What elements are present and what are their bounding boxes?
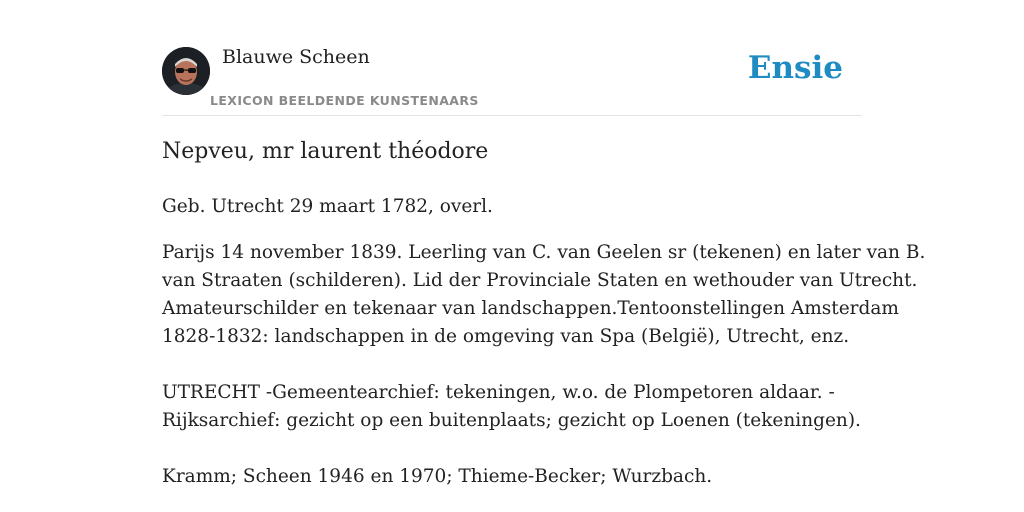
paragraph-spacer	[162, 351, 862, 379]
paragraph-line: Rijksarchief: gezicht op een buitenplaats; gezicht op Loenen (tekeningen).	[162, 410, 861, 431]
lexicon-subtitle[interactable]: LEXICON BEELDENDE KUNSTENAARS	[210, 93, 479, 108]
paragraph-line: 1828-1832: landschappen in de omgeving van Spa (België), Utrecht, enz.	[162, 326, 850, 347]
article-title: Nepveu, mr laurent théodore	[162, 139, 489, 164]
article-lead: Geb. Utrecht 29 maart 1782, overl.	[162, 196, 493, 217]
author-avatar[interactable]	[162, 47, 210, 95]
article-body	[162, 239, 926, 491]
paragraph	[162, 239, 926, 351]
header-divider	[162, 115, 862, 116]
author-name[interactable]: Blauwe Scheen	[222, 46, 370, 68]
paragraph-line: UTRECHT -Gemeentearchief: tekeningen, w.o. de Plompetoren aldaar. -	[162, 382, 835, 403]
brand-logo[interactable]: Ensie	[747, 50, 843, 86]
paragraph-line: van Straaten (schilderen). Lid der Provinciale Staten en wethouder van Utrecht.	[162, 270, 918, 291]
paragraph-line: Amateurschilder en tekenaar van landschappen.Tentoonstellingen Amsterdam	[162, 298, 899, 319]
paragraph-line: Kramm; Scheen 1946 en 1970; Thieme-Becker; Wurzbach.	[162, 466, 713, 487]
paragraph	[162, 379, 862, 435]
paragraph	[162, 463, 862, 491]
avatar-portrait-icon	[162, 47, 210, 95]
paragraph-line: Parijs 14 november 1839. Leerling van C. van Geelen sr (tekenen) en later van B.	[162, 242, 926, 263]
paragraph-spacer	[162, 435, 862, 463]
